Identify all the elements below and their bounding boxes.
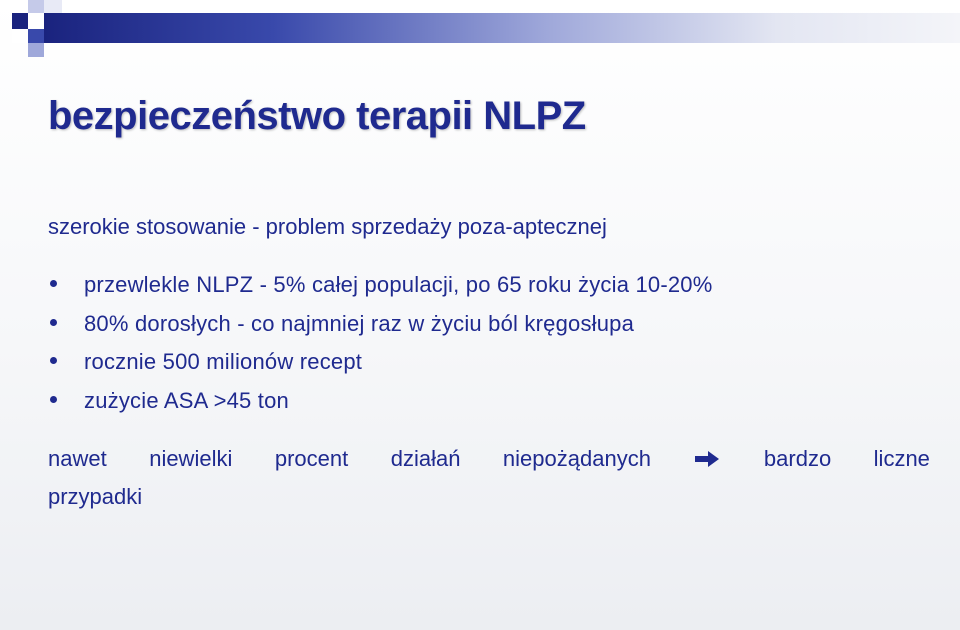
list-item	[48, 307, 713, 346]
decor-square	[12, 13, 28, 29]
closing-word: nawet	[48, 446, 107, 471]
bullet-text: 80% dorosłych - co najmniej raz w życiu ból kręgosłupa	[84, 310, 635, 336]
bullet-text: przewlekle NLPZ - 5% całej populacji, po 65 roku życia 10-20%	[84, 272, 713, 297]
decor-square	[28, 43, 44, 57]
closing-word: liczne	[873, 446, 930, 471]
list-item	[48, 384, 713, 423]
closing-line-2: przypadki	[48, 484, 143, 509]
closing-word: działań	[390, 446, 461, 471]
closing-line-1	[48, 440, 930, 478]
bullet-text: zużycie ASA >45 ton	[84, 388, 289, 414]
lead-text: szerokie stosowanie - problem sprzedaży poza-aptecznej	[48, 214, 607, 239]
list-item	[48, 268, 713, 307]
closing-statement	[48, 440, 930, 516]
bullet-dot-icon	[50, 396, 57, 403]
bullet-text: rocznie 500 milionów recept	[84, 349, 363, 375]
right-arrow-icon	[693, 449, 721, 469]
bullet-dot-icon	[50, 319, 57, 326]
decor-square	[28, 13, 44, 29]
slide-title: bezpieczeństwo terapii NLPZ	[48, 94, 586, 138]
header-gradient-bar	[44, 13, 960, 43]
closing-word: niepożądanych	[502, 446, 651, 471]
closing-word: procent	[274, 446, 349, 471]
bullet-dot-icon	[50, 357, 57, 364]
closing-word: niewielki	[149, 446, 233, 471]
bullet-list	[48, 268, 713, 423]
decor-square	[12, 29, 28, 43]
decor-square	[28, 0, 44, 13]
decor-square	[44, 0, 62, 13]
closing-word: bardzo	[763, 446, 832, 471]
decor-square	[28, 29, 44, 43]
list-item	[48, 345, 713, 384]
bullet-dot-icon	[50, 280, 57, 287]
